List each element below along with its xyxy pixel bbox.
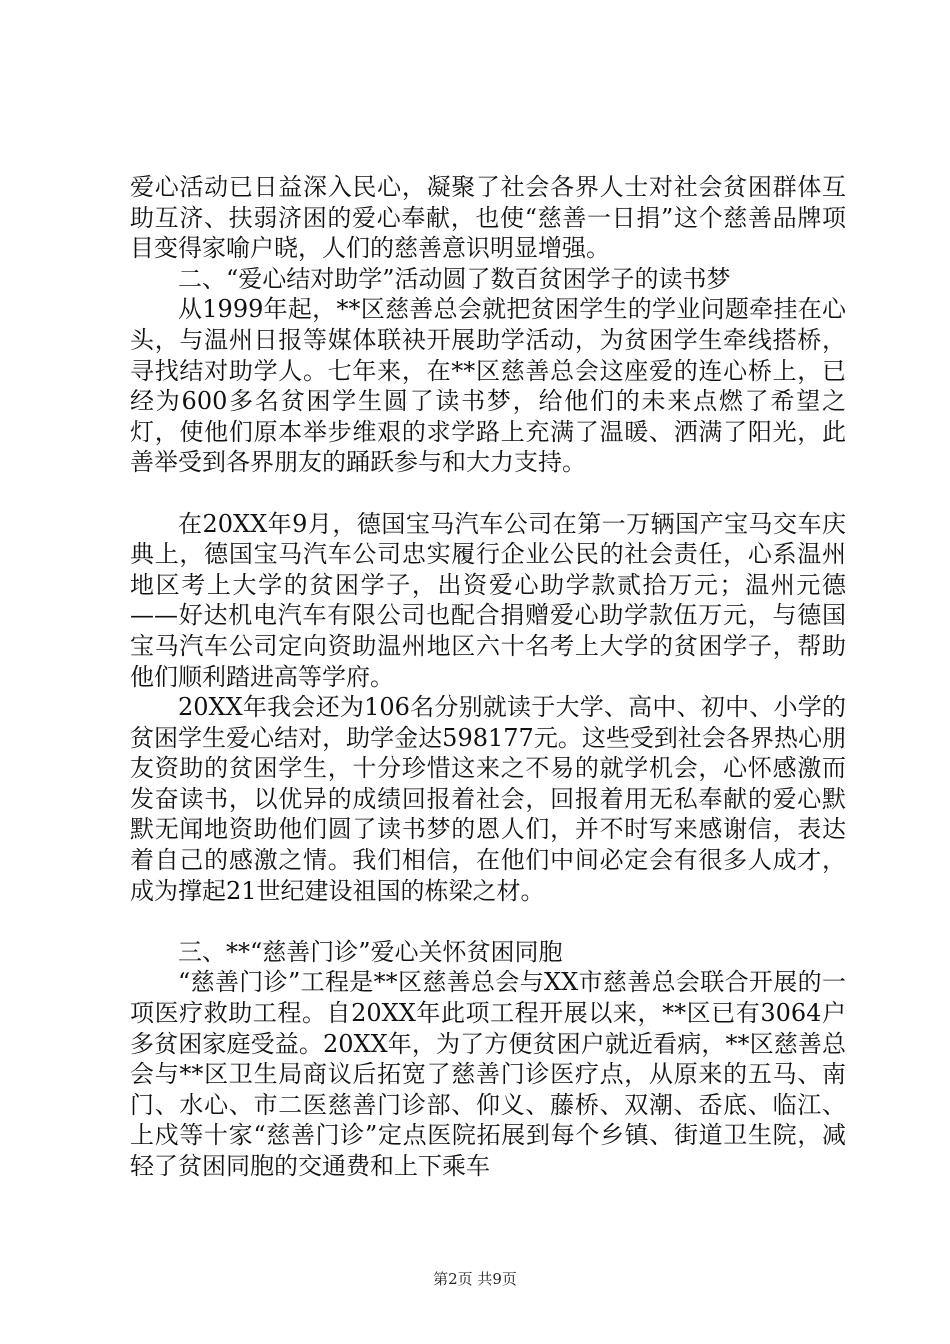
paragraph-spacer bbox=[130, 906, 846, 937]
section-heading-3: 三、**“慈善门诊”爱心关怀贫困同胞 bbox=[178, 937, 563, 966]
paragraph-bmw-donation: 在20XX年9月，德国宝马汽车公司在第一万辆国产宝马交车庆典上，德国宝马汽车公司忠实履行企业公民的社会责任，心系温州地区考上大学的贫困学子，出资爱心助学款贰拾万元；温州元德——好达机电汽车有限公司也配合捐赠爱心助学款伍万元，与德国宝马汽车公司定向资助温州地区六十名考上大学的贫困学子，帮助他们顺利踏进高等学府。 bbox=[130, 509, 846, 691]
paragraph-since-1999: 从1999年起，**区慈善总会就把贫困学生的学业问题牵挂在心头，与温州日报等媒体联袂开展助学活动，为贫困学生牵线搭桥，寻找结对助学人。七年来，在**区慈善总会这座爱的连心桥上，已经为600多名贫困学生圆了读书梦，给他们的未来点燃了希望之灯，使他们原本举步维艰的求学路上充满了温暖、洒满了阳光，此善举受到各界朋友的踊跃参与和大力支持。 bbox=[130, 295, 846, 477]
paragraph-intro: 爱心活动已日益深入民心，凝聚了社会各界人士对社会贫困群体互助互济、扶弱济困的爱心奉献，也使“慈善一日捐”这个慈善品牌项目变得家喻户晓，人们的慈善意识明显增强。 bbox=[130, 173, 846, 263]
section-heading-2: 二、“爱心结对助学”活动圆了数百贫困学子的读书梦 bbox=[178, 264, 731, 293]
paragraph-spacer bbox=[130, 478, 846, 509]
document-body bbox=[130, 172, 846, 1182]
page-number-footer: 第2页 共9页 bbox=[433, 1270, 517, 1288]
paragraph-106-students: 20XX年我会还为106名分别就读于大学、高中、初中、小学的贫困学生爱心结对，助学金达598177元。这些受到社会各界热心朋友资助的贫困学生，十分珍惜这来之不易的就学机会，心怀感激而发奋读书，以优异的成绩回报着社会，回报着用无私奉献的爱心默默无闻地资助他们圆了读书梦的恩人们，并不时写来感谢信，表达着自己的感激之情。我们相信，在他们中间必定会有很多人成才，成为撑起21世纪建设祖国的栋梁之材。 bbox=[130, 693, 846, 905]
paragraph-charity-clinic: “慈善门诊”工程是**区慈善总会与XX市慈善总会联合开展的一项医疗救助工程。自20XX年此项工程开展以来，**区已有3064户多贫困家庭受益。20XX年，为了方便贫困户就近看病，**区慈善总会与**区卫生局商议后拓宽了慈善门诊医疗点，从原来的五马、南门、水心、市二医慈善门诊部、仰义、藤桥、双潮、岙底、临江、上戍等十家“慈善门诊”定点医院拓展到每个乡镇、街道卫生院，减轻了贫困同胞的交通费和上下乘车 bbox=[130, 968, 846, 1180]
